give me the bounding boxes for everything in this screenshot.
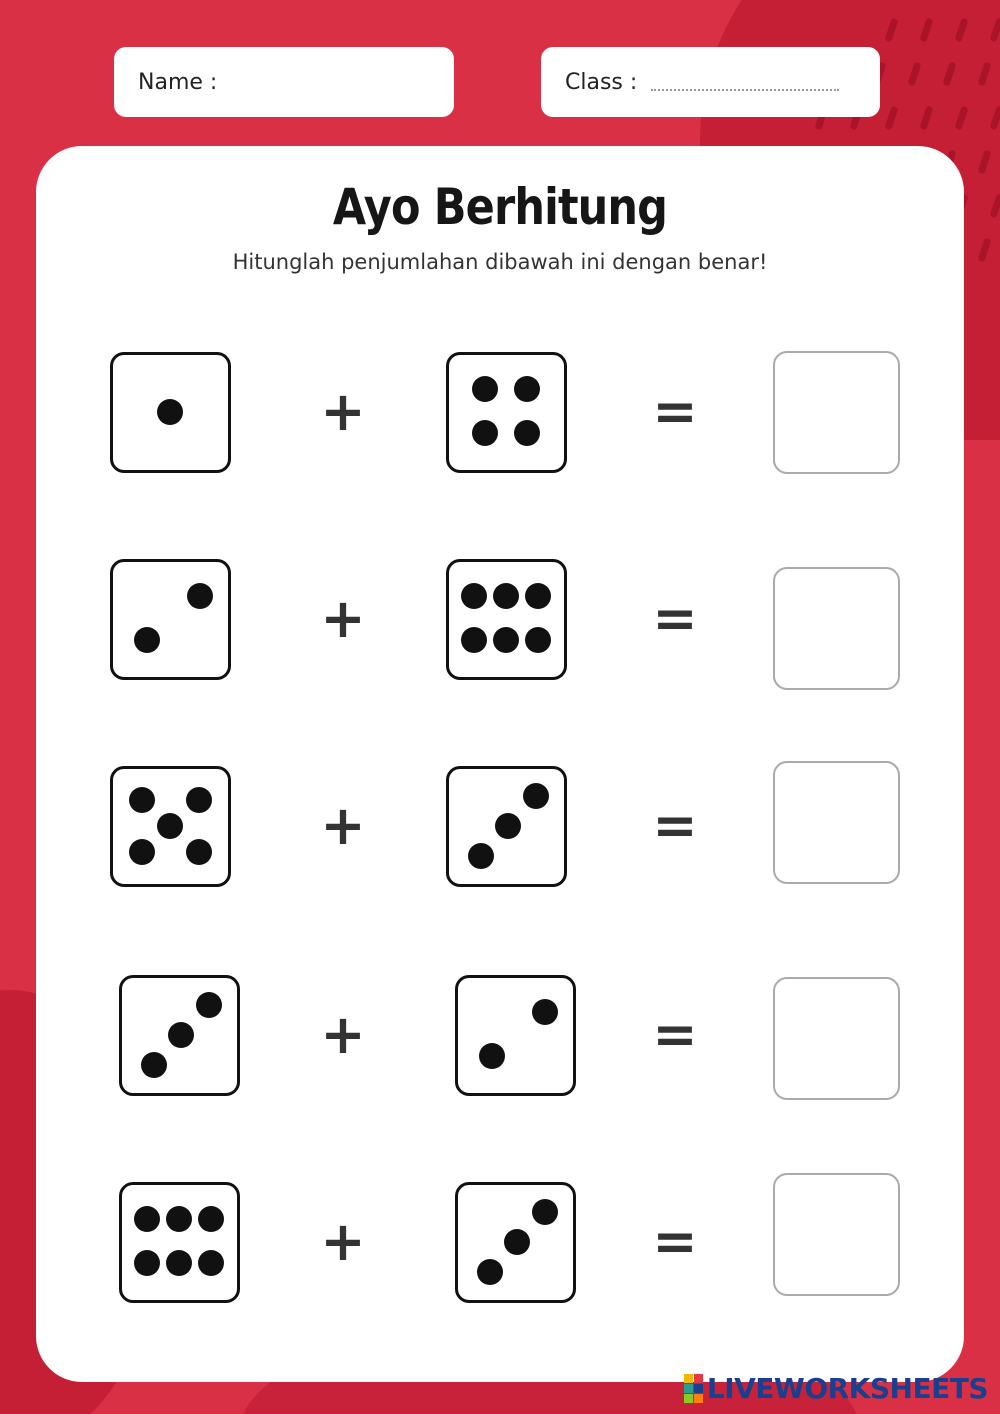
right-die: [446, 559, 567, 680]
plus-sign: +: [320, 1210, 366, 1273]
watermark-text: LIVEWORKSHEETS: [706, 1372, 988, 1405]
answer-box[interactable]: [773, 567, 900, 690]
die-pip: [493, 583, 519, 609]
die-pip: [129, 787, 155, 813]
die-pip: [468, 843, 494, 869]
die-pip: [129, 839, 155, 865]
die-pip: [461, 583, 487, 609]
class-label: Class :: [565, 69, 638, 95]
plus-sign: +: [320, 380, 366, 443]
die-pip: [157, 399, 183, 425]
die-pip: [477, 1259, 503, 1285]
left-die: [110, 559, 231, 680]
die-pip: [134, 1250, 160, 1276]
die-pip: [493, 627, 519, 653]
left-die: [119, 975, 240, 1096]
die-pip: [157, 813, 183, 839]
die-pip: [166, 1250, 192, 1276]
answer-box[interactable]: [773, 977, 900, 1100]
name-field[interactable]: [114, 47, 454, 117]
die-pip: [525, 583, 551, 609]
plus-sign: +: [320, 794, 366, 857]
die-pip: [166, 1206, 192, 1232]
left-die: [110, 352, 231, 473]
class-field[interactable]: [541, 47, 880, 117]
right-die: [446, 352, 567, 473]
die-pip: [134, 1206, 160, 1232]
die-pip: [168, 1022, 194, 1048]
die-pip: [472, 420, 498, 446]
die-pip: [523, 783, 549, 809]
answer-box[interactable]: [773, 761, 900, 884]
equals-sign: =: [652, 380, 698, 443]
equals-sign: =: [652, 1003, 698, 1066]
liveworksheets-logo-icon: [684, 1374, 703, 1403]
liveworksheets-watermark: [684, 1372, 988, 1405]
answer-box[interactable]: [773, 351, 900, 474]
die-pip: [532, 1199, 558, 1225]
die-pip: [196, 992, 222, 1018]
right-die: [455, 1182, 576, 1303]
die-pip: [187, 583, 213, 609]
die-pip: [504, 1229, 530, 1255]
worksheet-instruction: Hitunglah penjumlahan dibawah ini dengan benar!: [232, 250, 768, 274]
equals-sign: =: [652, 794, 698, 857]
die-pip: [532, 999, 558, 1025]
left-die: [110, 766, 231, 887]
plus-sign: +: [320, 1003, 366, 1066]
die-pip: [495, 813, 521, 839]
die-pip: [198, 1206, 224, 1232]
equals-sign: =: [652, 587, 698, 650]
die-pip: [186, 787, 212, 813]
right-die: [455, 975, 576, 1096]
die-pip: [461, 627, 487, 653]
die-pip: [186, 839, 212, 865]
name-label: Name :: [138, 69, 218, 95]
plus-sign: +: [320, 587, 366, 650]
die-pip: [141, 1052, 167, 1078]
die-pip: [479, 1043, 505, 1069]
equals-sign: =: [652, 1210, 698, 1273]
worksheet-title: Ayo Berhitung: [332, 178, 668, 236]
die-pip: [514, 420, 540, 446]
answer-box[interactable]: [773, 1173, 900, 1296]
class-dotted-line: [651, 89, 839, 91]
die-pip: [514, 376, 540, 402]
die-pip: [134, 627, 160, 653]
die-pip: [198, 1250, 224, 1276]
die-pip: [525, 627, 551, 653]
left-die: [119, 1182, 240, 1303]
right-die: [446, 766, 567, 887]
die-pip: [472, 376, 498, 402]
